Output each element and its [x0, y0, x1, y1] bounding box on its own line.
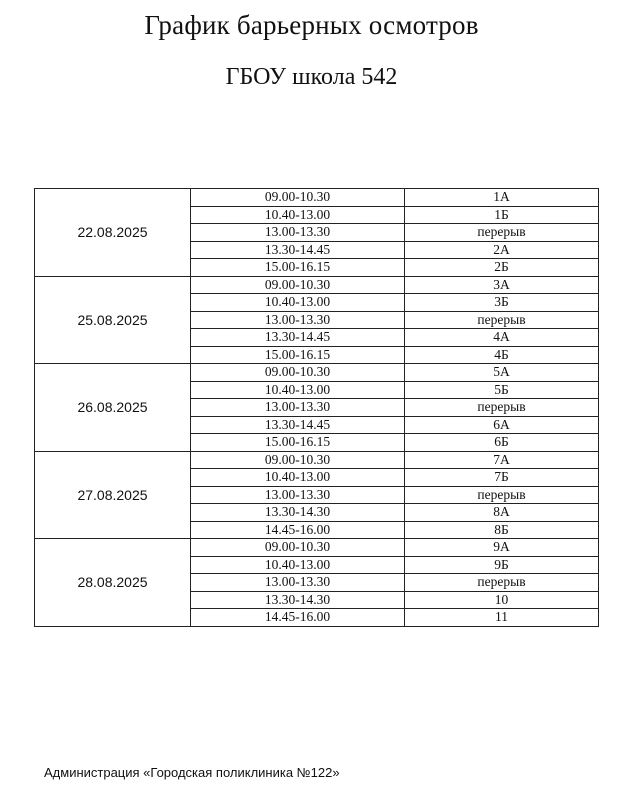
class-cell: 3А: [405, 276, 599, 294]
class-cell: перерыв: [405, 311, 599, 329]
class-cell: 1Б: [405, 206, 599, 224]
time-cell: 13.00-13.30: [191, 574, 405, 592]
class-cell: 9А: [405, 539, 599, 557]
time-cell: 13.30-14.45: [191, 329, 405, 347]
table-row: [35, 189, 599, 207]
class-cell: 6Б: [405, 434, 599, 452]
class-cell: 5А: [405, 364, 599, 382]
class-cell: 2А: [405, 241, 599, 259]
time-cell: 15.00-16.15: [191, 259, 405, 277]
time-cell: 13.30-14.45: [191, 241, 405, 259]
class-cell: перерыв: [405, 486, 599, 504]
time-cell: 10.40-13.00: [191, 556, 405, 574]
time-cell: 13.00-13.30: [191, 224, 405, 242]
time-cell: 10.40-13.00: [191, 294, 405, 312]
date-cell: 22.08.2025: [35, 189, 191, 277]
time-cell: 13.00-13.30: [191, 399, 405, 417]
date-cell: 28.08.2025: [35, 539, 191, 627]
class-cell: 8Б: [405, 521, 599, 539]
time-cell: 13.00-13.30: [191, 486, 405, 504]
class-cell: 3Б: [405, 294, 599, 312]
class-cell: 5Б: [405, 381, 599, 399]
time-cell: 09.00-10.30: [191, 539, 405, 557]
time-cell: 09.00-10.30: [191, 189, 405, 207]
time-cell: 14.45-16.00: [191, 609, 405, 627]
class-cell: 11: [405, 609, 599, 627]
date-cell: 26.08.2025: [35, 364, 191, 452]
footer-signature: Администрация «Городская поликлиника №122»: [44, 765, 340, 780]
time-cell: 15.00-16.15: [191, 346, 405, 364]
class-cell: 2Б: [405, 259, 599, 277]
schedule-table-body: [35, 189, 599, 627]
time-cell: 10.40-13.00: [191, 469, 405, 487]
class-cell: 4А: [405, 329, 599, 347]
table-row: [35, 539, 599, 557]
class-cell: 6А: [405, 416, 599, 434]
class-cell: перерыв: [405, 224, 599, 242]
class-cell: 10: [405, 591, 599, 609]
class-cell: 9Б: [405, 556, 599, 574]
class-cell: 1А: [405, 189, 599, 207]
table-row: [35, 364, 599, 382]
time-cell: 09.00-10.30: [191, 364, 405, 382]
class-cell: 4Б: [405, 346, 599, 364]
document-title: График барьерных осмотров: [144, 10, 479, 40]
time-cell: 13.00-13.30: [191, 311, 405, 329]
time-cell: 09.00-10.30: [191, 451, 405, 469]
time-cell: 15.00-16.15: [191, 434, 405, 452]
date-cell: 25.08.2025: [35, 276, 191, 364]
class-cell: 8А: [405, 504, 599, 522]
time-cell: 10.40-13.00: [191, 381, 405, 399]
time-cell: 14.45-16.00: [191, 521, 405, 539]
class-cell: 7Б: [405, 469, 599, 487]
class-cell: 7А: [405, 451, 599, 469]
time-cell: 13.30-14.45: [191, 416, 405, 434]
class-cell: перерыв: [405, 574, 599, 592]
class-cell: перерыв: [405, 399, 599, 417]
time-cell: 13.30-14.30: [191, 504, 405, 522]
table-row: [35, 276, 599, 294]
date-cell: 27.08.2025: [35, 451, 191, 539]
time-cell: 09.00-10.30: [191, 276, 405, 294]
schedule-table: [34, 188, 599, 627]
table-row: [35, 451, 599, 469]
time-cell: 10.40-13.00: [191, 206, 405, 224]
school-name: ГБОУ школа 542: [225, 64, 398, 90]
time-cell: 13.30-14.30: [191, 591, 405, 609]
